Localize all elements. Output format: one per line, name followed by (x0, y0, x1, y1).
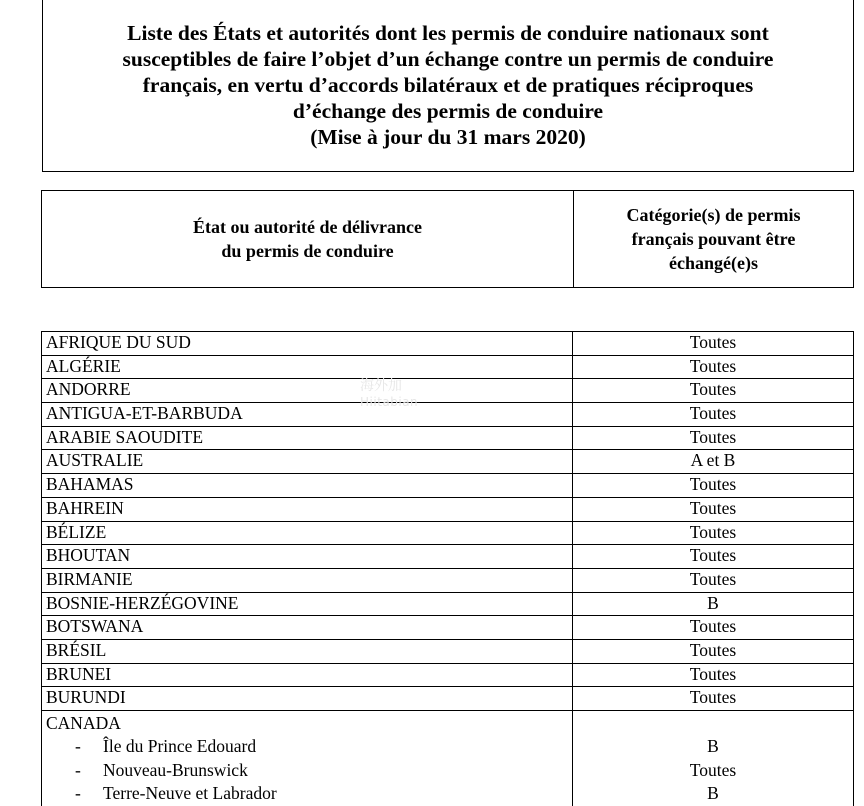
province-name: Terre-Neuve et Labrador (103, 783, 277, 803)
header-state-column (42, 191, 574, 287)
table-row (42, 474, 854, 498)
country-cell: ANDORRE (42, 379, 573, 403)
table-row (42, 450, 854, 474)
table-row (42, 521, 854, 545)
country-cell: ARABIE SAOUDITE (42, 426, 573, 450)
country-cell: AUSTRALIE (42, 450, 573, 474)
title-line: français, en vertu d’accords bilatéraux et de pratiques réciproques (142, 73, 754, 97)
table-row (42, 663, 854, 687)
category-cell: Toutes (573, 687, 854, 711)
country-cell: BURUNDI (42, 687, 573, 711)
table-row (42, 545, 854, 569)
category-cell: Toutes (573, 355, 854, 379)
title-line: d’échange des permis de conduire (292, 99, 604, 123)
list-dash: - (75, 759, 81, 780)
table-row (42, 379, 854, 403)
category-cell: Toutes (573, 332, 854, 356)
province-category: Toutes (689, 759, 737, 780)
category-cell: Toutes (573, 379, 854, 403)
country-cell: BHOUTAN (42, 545, 573, 569)
table-row (42, 616, 854, 640)
table-row (42, 403, 854, 427)
table-row-canada (42, 711, 854, 806)
header-state-line: du permis de conduire (221, 241, 394, 261)
category-cell: Toutes (573, 474, 854, 498)
country-cell: BÉLIZE (42, 521, 573, 545)
country-name-canada: CANADA (46, 713, 121, 733)
country-cell: BRÉSIL (42, 639, 573, 663)
country-cell: BOTSWANA (42, 616, 573, 640)
watermark-line: 海外加 (360, 378, 402, 394)
title-line: susceptibles de faire l’objet d’un échange contre un permis de conduire (122, 47, 774, 71)
header-category-line: Catégorie(s) de permis (626, 205, 801, 225)
category-cell: B (573, 592, 854, 616)
country-cell: AFRIQUE DU SUD (42, 332, 573, 356)
table-row (42, 355, 854, 379)
category-cell: Toutes (573, 497, 854, 521)
header-category-line: français pouvant être (631, 229, 796, 249)
province-item (46, 735, 568, 759)
province-name: Nouveau-Brunswick (103, 759, 248, 780)
country-cell: BOSNIE-HERZÉGOVINE (42, 592, 573, 616)
category-cell: Toutes (573, 663, 854, 687)
category-cell: Toutes (573, 616, 854, 640)
watermark-line: Hiitabian (360, 395, 419, 409)
category-cell: A et B (573, 450, 854, 474)
country-cell: ANTIGUA-ET-BARBUDA (42, 403, 573, 427)
country-cell: ALGÉRIE (42, 355, 573, 379)
category-cell: Toutes (573, 403, 854, 427)
table-row (42, 639, 854, 663)
province-name: Île du Prince Edouard (103, 736, 257, 756)
country-cell: BIRMANIE (42, 568, 573, 592)
table-row (42, 568, 854, 592)
category-cell-canada (573, 711, 854, 806)
countries-table (41, 331, 854, 806)
list-dash: - (75, 783, 81, 803)
country-cell: BAHREIN (42, 497, 573, 521)
category-cell: Toutes (573, 521, 854, 545)
table-row (42, 332, 854, 356)
table-row (42, 497, 854, 521)
table-header (41, 190, 854, 288)
category-cell: Toutes (573, 639, 854, 663)
table-row (42, 687, 854, 711)
country-cell: BAHAMAS (42, 474, 573, 498)
title-line: Liste des États et autorités dont les permis de conduire nationaux sont (127, 21, 769, 45)
country-cell-canada (42, 711, 573, 806)
category-cell: Toutes (573, 426, 854, 450)
header-category-column (574, 191, 853, 287)
document-title (42, 0, 854, 172)
table-row (42, 426, 854, 450)
province-category: B (707, 783, 719, 803)
province-item (46, 782, 568, 806)
category-cell: Toutes (573, 568, 854, 592)
list-dash: - (75, 736, 81, 756)
header-state-line: État ou autorité de délivrance (193, 217, 422, 237)
category-cell: Toutes (573, 545, 854, 569)
table-row (42, 592, 854, 616)
country-cell: BRUNEI (42, 663, 573, 687)
header-category-line: échangé(e)s (669, 253, 758, 273)
title-date-line: (Mise à jour du 31 mars 2020) (310, 125, 586, 149)
province-item (46, 759, 568, 783)
province-category: B (707, 736, 719, 756)
